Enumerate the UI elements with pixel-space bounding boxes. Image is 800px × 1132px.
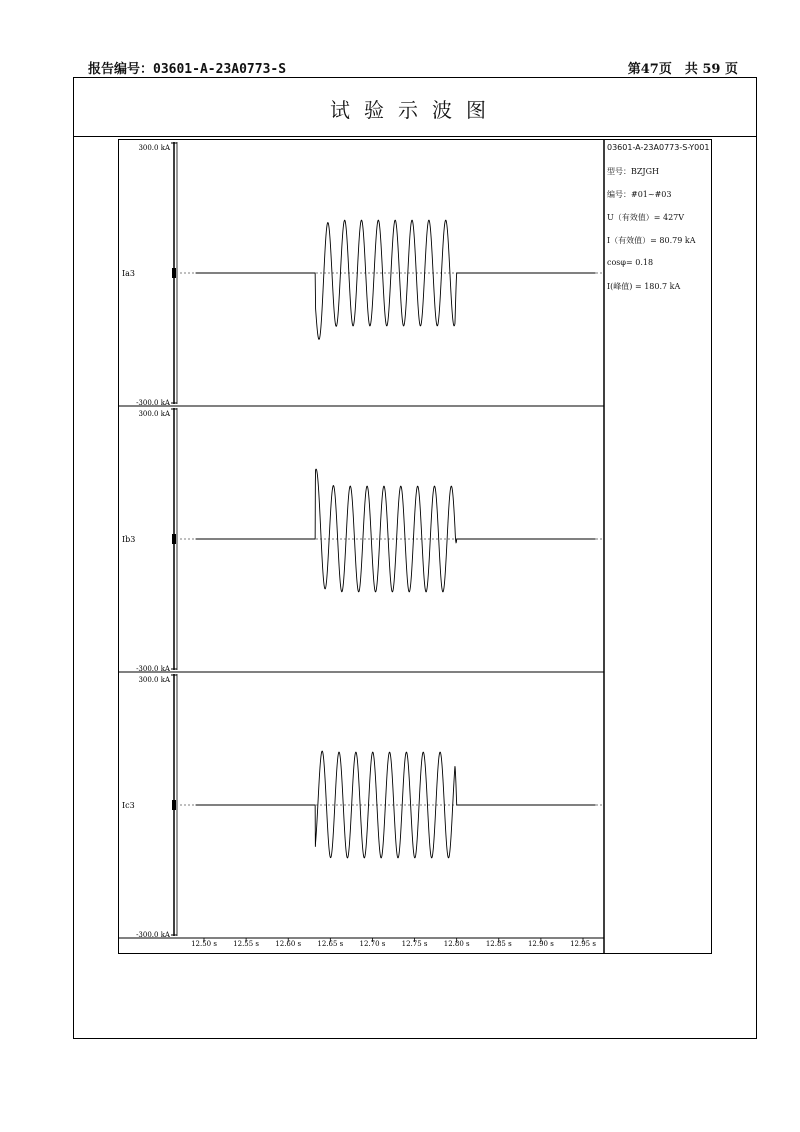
x-tick-label: 12.55 s: [233, 940, 260, 948]
title-row: [74, 78, 756, 137]
y-max-label: 300.0 kA: [138, 410, 170, 418]
y-min-label: -300.0 kA: [136, 665, 170, 673]
page-title: 试验示波图: [330, 98, 500, 122]
y-max-label: 300.0 kA: [138, 144, 170, 152]
x-tick-label: 12.80 s: [443, 940, 470, 948]
info-record-id: 03601-A-23A0773-S-Y001: [607, 143, 710, 152]
info-voltage: U（有效值）= 427V: [607, 213, 685, 222]
report-number: 报告编号：03601-A-23A0773-S: [88, 62, 287, 77]
x-tick-label: 12.70 s: [359, 940, 386, 948]
y-max-label: 300.0 kA: [138, 676, 170, 684]
x-tick-label: 12.65 s: [317, 940, 344, 948]
page-info: 第47页 共 59 页: [627, 62, 738, 77]
info-model: 型号：BZJGH: [607, 167, 660, 176]
channel-label: Ic3: [122, 801, 135, 810]
info-cosphi: cosφ= 0.18: [607, 258, 654, 267]
x-tick-label: 12.85 s: [485, 940, 512, 948]
channel-label: Ia3: [122, 269, 136, 278]
info-current-rms: I（有效值）= 80.79 kA: [607, 236, 696, 245]
x-tick-label: 12.95 s: [570, 940, 596, 948]
x-tick-label: 12.60 s: [275, 940, 302, 948]
x-tick-label: 12.90 s: [527, 940, 554, 948]
channel-label: Ib3: [122, 535, 136, 544]
y-min-label: -300.0 kA: [136, 399, 170, 407]
x-tick-label: 12.75 s: [401, 940, 428, 948]
info-number: 编号：#01~#03: [607, 190, 672, 199]
y-min-label: -300.0 kA: [136, 931, 170, 939]
info-current-peak: I(峰值) = 180.7 kA: [607, 282, 681, 291]
x-tick-label: 12.50 s: [191, 940, 217, 948]
